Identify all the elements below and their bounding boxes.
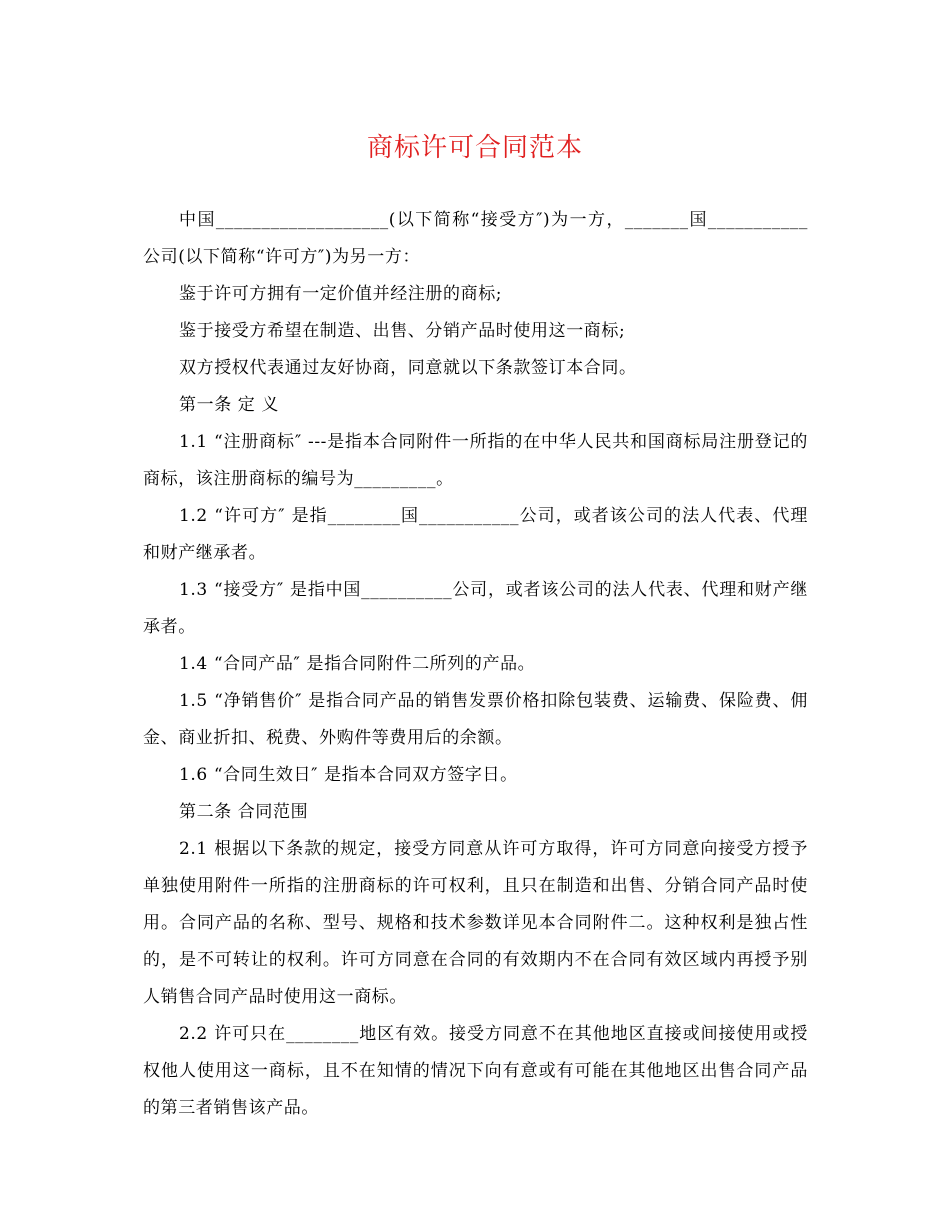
paragraph-recital-2: 鉴于接受方希望在制造、出售、分销产品时使用这一商标; [179,321,626,341]
document-body [143,202,808,1127]
paragraph-recital-1: 鉴于许可方拥有一定价值并经注册的商标; [179,284,503,304]
section-heading-2: 第二条 合同范围 [179,802,309,822]
section-heading-1: 第一条 定 义 [179,395,280,415]
clause-1-3: 1.3 “接受方″ 是指中国__________公司，或者该公司的法人代表、代理和财产继承者。 [143,580,808,637]
clause-1-5: 1.5 “净销售价″ 是指合同产品的销售发票价格扣除包装费、运输费、保险费、佣金、商业折扣、税费、外购件等费用后的余额。 [143,691,808,748]
document-title: 商标许可合同范本 [366,133,583,163]
paragraph-parties: 中国___________________(以下简称“接受方″)为一方，_______国___________公司(以下简称“许可方″)为另一方： [143,210,808,267]
clause-1-6: 1.6 “合同生效日″ 是指本合同双方签字日。 [179,765,518,785]
paragraph-recital-3: 双方授权代表通过友好协商，同意就以下条款签订本合同。 [179,358,637,378]
clause-1-1: 1.1 “注册商标″ ---是指本合同附件一所指的在中华人民共和国商标局注册登记的商标，该注册商标的编号为_________。 [143,432,808,489]
clause-1-4: 1.4 “合同产品″ 是指合同附件二所列的产品。 [179,654,536,674]
clause-2-2: 2.2 许可只在________地区有效。接受方同意不在其他地区直接或间接使用或授权他人使用这一商标，且不在知情的情况下向有意或有可能在其他地区出售合同产品的第三者销售该产品。 [143,1024,808,1118]
clause-1-2: 1.2 “许可方″ 是指________国___________公司，或者该公司的法人代表、代理和财产继承者。 [143,506,808,563]
clause-2-1: 2.1 根据以下条款的规定，接受方同意从许可方取得，许可方同意向接受方授予单独使用附件一所指的注册商标的许可权利，且只在制造和出售、分销合同产品时使用。合同产品的名称、型号、规格和技术参数详见本合同附件二。这种权利是独占性的，是不可转让的权利。许可方同意在合同的有效期内不在合同有效区域内再授予别人销售合同产品时使用这一商标。 [143,839,808,1007]
